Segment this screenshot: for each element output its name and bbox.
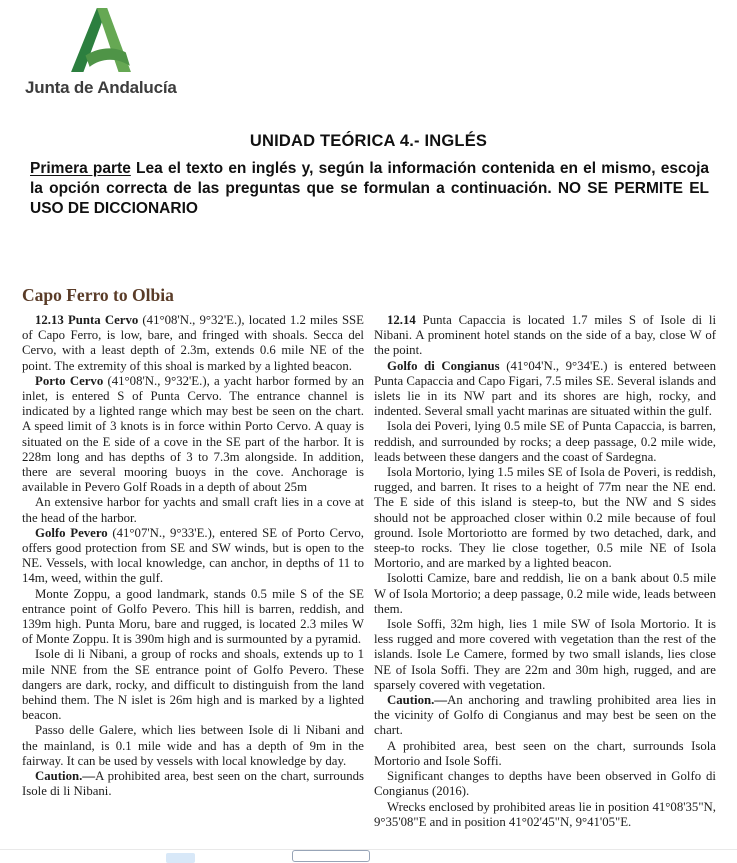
paragraph <box>374 359 716 420</box>
paragraph-text: Monte Zoppu, a good landmark, stands 0.5 mile S of the SE entrance point of Golfo Pevero. This hill is barren, reddish, and 139m high. Punta Moru, bare and rugged, is located 2.3 miles W of Monte Zoppu. It is 390m high and is surmounted by a pyramid. <box>22 586 364 647</box>
paragraph-text: An extensive harbor for yachts and small craft lies in a cove at the head of the harbor. <box>22 495 364 525</box>
exam-instructions <box>30 159 709 219</box>
paragraph-text: (41°08'N., 9°32'E.), a yacht harbor formed by an inlet, is entered S of Punta Cervo. The entrance channel is indicated by a lighted range which may best be seen on the chart. A speed limit of 3 knots is in force within Porto Cervo. A quay is situated on the E side of a cove in the SE part of the harbor. It is 228m long and has depths of 3 to 7.3m alongside. In addition, there are several mooring buoys in the cove. Anchorage is available in Pevero Golf Roads in a depth of about 25m <box>22 373 365 495</box>
paragraph <box>374 739 716 769</box>
paragraph-text: Significant changes to depths have been observed in Golfo di Congianus (2016). <box>374 769 716 799</box>
paragraph-lead: 12.13 Punta Cervo <box>35 313 139 327</box>
paragraph <box>22 495 364 525</box>
paragraph <box>374 769 716 799</box>
paragraph-lead: Golfo di Congianus <box>387 358 500 373</box>
paragraph-text: (41°08'N., 9°32'E.), located 1.2 miles SSE of Capo Ferro, is low, bare, and fringed with shoals. Secca del Cervo, with a least depth of 2.3m, extends 0.6 mile NE of the point. The extremity of this shoal is marked by a lighted beacon. <box>22 313 364 373</box>
paragraph <box>374 800 716 830</box>
instructions-body: Lea el texto en inglés y, según la información contenida en el mismo, escoja la opción correcta de las preguntas que se formulan a continuación. NO SE PERMITE EL USO DE DICCIONARIO <box>30 160 709 217</box>
paragraph <box>374 617 716 693</box>
junta-andalucia-logo <box>25 8 195 98</box>
paragraph-text: (41°04'N., 9°34'E.) is entered between Punta Capaccia and Capo Figari, 7.5 miles SE. Several islands and islets lie in its NW part and its shores are high, rocky, and indented. Several small yacht marinas are situated within the gulf. <box>374 358 716 419</box>
paragraph-text: Passo delle Galere, which lies between Isole di li Nibani and the mainland, is 0.1 mile wide and has a depth of 9m in the fairway. It can be used by vessels with local knowledge by day. <box>22 723 364 768</box>
paragraph <box>374 313 716 359</box>
page-title: UNIDAD TEÓRICA 4.- INGLÉS <box>249 132 488 150</box>
instructions-lead-underlined: Primera parte <box>30 160 131 177</box>
paragraph <box>22 647 364 723</box>
paragraph <box>374 465 716 571</box>
reading-text <box>22 313 716 830</box>
paragraph-text: (41°07'N., 9°33'E.), entered SE of Porto Cervo, offers good protection from SE and SW winds, but is open to the NE. Vessels, with local knowledge, can anchor, in depths of 11 to 14m, weed, within the gulf. <box>22 525 364 586</box>
paragraph-text: Isolotti Camize, bare and reddish, lie on a bank about 0.5 mile W of Isola Mortorio; a deep passage, 0.2 mile wide, leads between them. <box>374 571 716 616</box>
paragraph <box>22 769 364 799</box>
paragraph-lead: 12.14 <box>387 313 416 327</box>
paragraph <box>22 526 364 587</box>
paragraph-text: Isola Mortorio, lying 1.5 miles SE of Isola de Poveri, is reddish, rugged, and barren. It rises to a height of 77m near the NE end. The E side of this island is steep-to, but the NW and S sides should not be approached closer within 0.2 mile because of foul ground. Isole Mortoriotto are formed by two detached, dark, and steep-to rocks. They lie close together, 0.5 mile NE of Isola Mortorio, and are marked by a lighted beacon. <box>374 465 716 571</box>
paragraph-lead: Caution.— <box>387 693 448 708</box>
paragraph <box>22 723 364 769</box>
clipped-input-box[interactable] <box>292 850 370 862</box>
paragraph <box>374 571 716 617</box>
paragraph-text: Isole di li Nibani, a group of rocks and shoals, extends up to 1 mile NNE from the SE entrance point of Golfo Pevero. These dangers are dark, rocky, and difficult to distinguish from the land behind them. The N islet is 26m high and is marked by a lighted beacon. <box>22 647 364 723</box>
paragraph-lead: Porto Cervo <box>35 373 104 388</box>
paragraph-text: A prohibited area, best seen on the chart, surrounds Isola Mortorio and Isole Soffi. <box>374 738 716 768</box>
paragraph <box>22 587 364 648</box>
left-column <box>22 313 364 830</box>
paragraph-text: Isole Soffi, 32m high, lies 1 mile SW of Isola Mortorio. It is less rugged and more covered with vegetation than the rest of the islands. Isole Le Camere, formed by two small islands, lies close NE of Isola Soffi. They are 22m and 30m high, rugged, and are sparsely covered with vegetation. <box>374 617 716 692</box>
paragraph-lead: Golfo Pevero <box>35 525 108 540</box>
paragraph-text: Wrecks enclosed by prohibited areas lie in position 41°08'35"N, 9°35'08"E and in position 41°02'45"N, 9°41'05"E. <box>374 799 716 829</box>
paragraph <box>22 313 364 374</box>
section-heading: Capo Ferro to Olbia <box>22 285 174 305</box>
right-column <box>374 313 716 830</box>
junta-andalucia-a-icon <box>71 8 131 72</box>
paragraph <box>22 374 364 496</box>
paragraph-text: An anchoring and trawling prohibited area lies in the vicinity of Golfo di Congianus and may best be seen on the chart. <box>374 693 716 738</box>
clipped-blue-chip[interactable] <box>166 853 195 863</box>
paragraph-text: Isola dei Poveri, lying 0.5 mile SE of Punta Capaccia, is barren, reddish, and surrounded by rocks; a deep passage, 0.2 mile wide, leads between these dangers and the coast of Sardegna. <box>374 419 716 464</box>
paragraph-lead: Caution.— <box>35 769 96 784</box>
logo-text: Junta de Andalucía <box>25 78 177 97</box>
paragraph <box>374 693 716 739</box>
paragraph-text: Punta Capaccia is located 1.7 miles S of Isole di li Nibani. A prominent hotel stands on the side of a bay, close W of the point. <box>374 313 716 358</box>
paragraph-text: A prohibited area, best seen on the chart, surrounds Isole di li Nibani. <box>22 769 364 799</box>
paragraph <box>374 419 716 465</box>
